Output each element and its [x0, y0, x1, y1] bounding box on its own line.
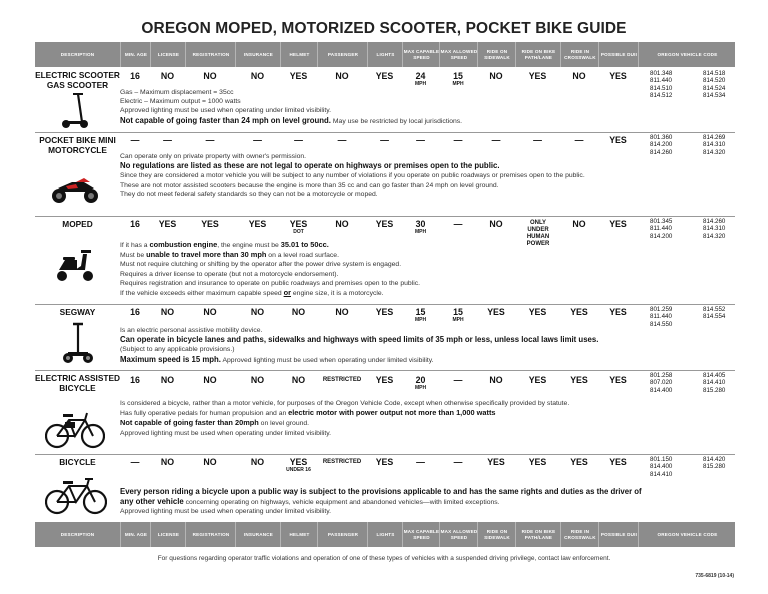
- desc-text: on level ground.: [258, 420, 310, 428]
- desc-line: [120, 408, 600, 418]
- cell-bike-path: YES: [528, 307, 547, 317]
- header-license: LICENSE: [150, 42, 186, 67]
- cell-helmet: NO: [291, 307, 306, 317]
- helmet-value: YES: [289, 457, 308, 467]
- cell-passenger: RESTRICTED: [322, 377, 362, 383]
- cell-min-age: 16: [130, 219, 140, 229]
- page-title: OREGON MOPED, MOTORIZED SCOOTER, POCKET BIKE GUIDE: [141, 20, 627, 37]
- desc-line: Must not require clutching or shifting by the operator after the power drive system is engaged.: [120, 261, 402, 269]
- cell-max-capable: —: [416, 135, 425, 145]
- max-capable-unit: MPH: [414, 385, 427, 391]
- header-duii: POSSIBLE DUII: [598, 522, 639, 547]
- table-row: [35, 456, 735, 518]
- desc-bold: Not capable of going faster than 24 mph on level ground.: [120, 115, 331, 125]
- row-description: [120, 88, 620, 126]
- vehicle-name: ELECTRIC SCOOTER GAS SCOOTER: [35, 70, 120, 90]
- helmet-value: YES: [289, 219, 308, 229]
- vehicle-name: ELECTRIC ASSISTED BICYCLE: [35, 373, 120, 393]
- pocket-bike-icon: [50, 174, 100, 204]
- desc-bold: No regulations are listed as these are not legal to operate on highways or premises open to the public.: [120, 161, 500, 171]
- footer-note: For questions regarding operator traffic violations and operation of one of these types of vehicles with a suspended driving privilege, contact law enforcement.: [157, 555, 611, 562]
- desc-text: engine size, it is a motorcycle.: [291, 290, 384, 298]
- vehicle-name: SEGWAY: [59, 307, 96, 317]
- cell-lights: —: [380, 135, 389, 145]
- row-description: [120, 326, 620, 365]
- header-insurance: INSURANCE: [235, 42, 281, 67]
- desc-text: concerning operating on highways, vehicle equipment and abandoned vehicles—with limited exceptions.: [183, 499, 500, 507]
- cell-sidewalk: NO: [489, 219, 503, 229]
- header-sidewalk: RIDE ON SIDEWALK: [477, 522, 516, 547]
- vehicle-name: MOPED: [62, 219, 93, 229]
- vehicle-name: POCKET BIKE MINI MOTORCYCLE: [39, 135, 116, 155]
- cell-crosswalk: YES: [570, 307, 588, 317]
- desc-line: Since they are considered a motor vehicle you will be subject to any number of violations if you operate on public roadways or premises open to the public.: [120, 172, 585, 180]
- cell-lights: YES: [375, 71, 394, 81]
- desc-line: Requires a driver license to operate (but not a motorcycle endorsement).: [120, 270, 339, 278]
- cell-bike-path: YES: [528, 375, 547, 385]
- max-capable-value: 24: [415, 71, 426, 81]
- desc-line: These are not motor assisted scooters because the engine is more than 35 cc and can go faster than 24 mph on level ground.: [120, 181, 499, 189]
- table-row: [35, 306, 735, 370]
- row-divider: [35, 370, 735, 371]
- max-allowed-unit: MPH: [452, 81, 464, 87]
- header-max-allowed: MAX ALLOWED SPEED: [439, 522, 478, 547]
- vehicle-name: BICYCLE: [59, 457, 96, 467]
- max-capable-value: 30: [415, 219, 426, 229]
- cell-registration: NO: [203, 375, 217, 385]
- desc-text: , the engine must be: [217, 242, 281, 249]
- vehicle-codes-col2: 814.420 815.280: [703, 456, 726, 471]
- scooter-icon: [60, 90, 90, 130]
- desc-bold: unable to travel more than 30 mph: [146, 250, 267, 260]
- desc-line: [120, 418, 600, 428]
- max-capable-value: 20: [415, 375, 426, 385]
- cell-crosswalk: —: [574, 135, 584, 145]
- table-row: [35, 218, 735, 304]
- cell-lights: YES: [375, 457, 394, 467]
- table-row: [35, 70, 735, 132]
- desc-text: Has fully operative pedals for human propulsion and an: [120, 410, 289, 418]
- cell-insurance: NO: [250, 307, 265, 317]
- header-passenger: PASSENGER: [317, 522, 368, 547]
- header-description: DESCRIPTION: [60, 51, 95, 57]
- cell-bike-path: —: [533, 135, 542, 145]
- cell-lights: YES: [375, 219, 394, 229]
- cell-insurance: NO: [250, 375, 265, 385]
- row-description: [120, 240, 530, 298]
- cell-lights: YES: [375, 375, 394, 385]
- max-allowed-value: 15: [453, 71, 463, 81]
- cell-bike-path: ONLY UNDER HUMAN POWER: [526, 220, 550, 247]
- cell-lights: YES: [375, 307, 394, 317]
- cell-helmet: —: [294, 135, 303, 145]
- desc-line: Electric – Maximum output = 1000 watts: [120, 98, 241, 106]
- desc-text: Must be: [120, 252, 147, 260]
- cell-helmet: YES: [289, 71, 308, 81]
- header-helmet: HELMET: [280, 42, 318, 67]
- cell-sidewalk: NO: [489, 71, 503, 81]
- cell-max-allowed: —: [453, 135, 463, 145]
- cell-max-capable: [402, 220, 439, 235]
- desc-line: Is an electric personal assistive mobility device.: [120, 327, 263, 334]
- cell-passenger: RESTRICTED: [322, 459, 362, 465]
- cell-license: YES: [158, 219, 177, 229]
- vehicle-codes-col1: 801.360 814.200 814.260: [650, 134, 673, 156]
- cell-max-allowed: [439, 308, 477, 323]
- desc-text: Approved lighting must be used when operating under limited visibility.: [220, 356, 434, 364]
- cell-registration: —: [205, 135, 215, 145]
- header-duii: POSSIBLE DUII: [598, 42, 639, 67]
- cell-passenger: NO: [335, 219, 349, 229]
- header-helmet: HELMET: [280, 522, 318, 547]
- header-max-capable: MAX CAPABLE SPEED: [402, 42, 440, 67]
- form-number: 735-6819 (10-14): [695, 573, 734, 579]
- desc-text: If it has a: [120, 242, 150, 249]
- desc-line: [120, 355, 620, 365]
- desc-bold: Maximum speed is 15 mph.: [120, 354, 221, 364]
- cell-passenger: —: [337, 135, 347, 145]
- desc-line: [120, 161, 620, 171]
- desc-bold: electric motor with power output not more than 1,000 watts: [288, 408, 496, 418]
- helmet-note: DOT: [293, 229, 304, 235]
- header-bike-path: RIDE ON BIKE PATH/LANE: [515, 522, 561, 547]
- cell-max-capable: [402, 72, 439, 87]
- cell-crosswalk: YES: [570, 375, 588, 385]
- row-divider: [35, 304, 735, 305]
- cell-insurance: —: [253, 135, 262, 145]
- vehicle-codes-col1: 801.345 811.440 814.200: [650, 218, 673, 240]
- header-code: OREGON VEHICLE CODE: [638, 42, 736, 67]
- cell-crosswalk: YES: [570, 457, 588, 467]
- row-description: [120, 152, 620, 199]
- row-divider: [35, 132, 735, 133]
- desc-line: (Subject to any applicable provisions.): [120, 346, 235, 354]
- cell-license: NO: [160, 457, 175, 467]
- header-passenger: PASSENGER: [317, 42, 368, 67]
- cell-min-age: 16: [130, 71, 140, 81]
- cell-license: —: [163, 135, 172, 145]
- vehicle-codes-col2: 814.269 814.310 814.320: [703, 134, 726, 156]
- desc-bold: combustion engine: [149, 240, 218, 249]
- cell-duii: YES: [609, 457, 627, 467]
- cell-insurance: NO: [250, 71, 265, 81]
- cell-license: NO: [160, 375, 175, 385]
- desc-text: If the vehicle exceeds either maximum capable speed: [120, 290, 284, 298]
- cell-passenger: NO: [335, 307, 349, 317]
- cell-max-capable: [402, 308, 439, 323]
- cell-duii: YES: [609, 135, 627, 145]
- header-insurance: INSURANCE: [235, 522, 281, 547]
- cell-sidewalk: YES: [487, 457, 505, 467]
- desc-text: on a level road surface.: [266, 252, 339, 260]
- header-license: LICENSE: [150, 522, 186, 547]
- cell-duii: YES: [609, 375, 627, 385]
- vehicle-codes-col1: 801.259 811.440 814.550: [650, 306, 673, 328]
- electric-bicycle-icon: [45, 410, 105, 450]
- header-lights: LIGHTS: [367, 42, 403, 67]
- vehicle-codes-col2: 814.405 814.410 815.280: [703, 372, 726, 394]
- cell-bike-path: YES: [528, 71, 547, 81]
- cell-sidewalk: NO: [489, 375, 503, 385]
- table-header: [35, 42, 735, 67]
- cell-insurance: YES: [248, 219, 267, 229]
- cell-max-capable: —: [416, 457, 425, 467]
- cell-min-age: 16: [130, 375, 140, 385]
- header-registration: REGISTRATION: [185, 522, 236, 547]
- desc-text: May use be restricted by local jurisdictions.: [330, 117, 463, 125]
- desc-line: [120, 487, 650, 507]
- cell-max-allowed: [439, 72, 477, 87]
- max-capable-unit: MPH: [414, 317, 427, 323]
- cell-helmet: [280, 220, 317, 235]
- cell-registration: NO: [203, 307, 217, 317]
- header-crosswalk: RIDE IN CROSSWALK: [560, 42, 599, 67]
- desc-line: Approved lighting must be used when operating under limited visibility.: [120, 429, 332, 437]
- cell-insurance: NO: [250, 457, 265, 467]
- cell-bike-path: YES: [528, 457, 547, 467]
- desc-line: [120, 250, 530, 260]
- table-row: [35, 134, 735, 216]
- desc-line: [120, 288, 530, 298]
- desc-line: Can operate only on private property with owner's permission.: [120, 153, 307, 160]
- cell-license: NO: [160, 71, 175, 81]
- moped-icon: [55, 248, 95, 282]
- desc-line: They do not meet federal safety standards so they can not be a motorcycle or moped.: [120, 190, 378, 198]
- header-min-age: MIN. AGE: [120, 522, 151, 547]
- cell-duii: YES: [609, 71, 627, 81]
- max-allowed-unit: MPH: [452, 317, 464, 323]
- header-max-capable: MAX CAPABLE SPEED: [402, 522, 440, 547]
- cell-max-allowed: —: [453, 457, 463, 467]
- vehicle-codes-col1: 801.348 811.440 814.510 814.512: [650, 70, 673, 99]
- cell-sidewalk: —: [491, 135, 501, 145]
- desc-line: [120, 240, 530, 250]
- cell-max-allowed: —: [453, 219, 463, 229]
- desc-bold: 35.01 to 50cc.: [280, 240, 329, 249]
- header-crosswalk: RIDE IN CROSSWALK: [560, 522, 599, 547]
- desc-line: Requires registration and insurance to operate on public roadways and premises open to the public.: [120, 279, 420, 287]
- max-capable-value: 15: [415, 307, 426, 317]
- row-description: [120, 487, 650, 517]
- cell-registration: YES: [201, 219, 219, 229]
- cell-registration: NO: [203, 457, 217, 467]
- cell-sidewalk: YES: [487, 307, 505, 317]
- table-row: [35, 372, 735, 454]
- desc-line: Approved lighting must be used when operating under limited visibility.: [120, 508, 332, 516]
- desc-line: Approved lighting must be used when operating under limited visibility.: [120, 107, 332, 115]
- max-allowed-value: 15: [453, 307, 463, 317]
- desc-bold: Every person riding a bicycle upon a public way is subject to the provisions applicable to and has the same rights and duties as the driver of any other vehicle: [120, 487, 642, 507]
- helmet-note: UNDER 16: [286, 467, 311, 473]
- desc-line: [120, 335, 620, 345]
- row-divider: [35, 454, 735, 455]
- header-code: OREGON VEHICLE CODE: [638, 522, 736, 547]
- cell-helmet: NO: [291, 375, 306, 385]
- header-description: DESCRIPTION: [60, 531, 95, 537]
- cell-min-age: —: [130, 457, 140, 467]
- header-max-allowed: MAX ALLOWED SPEED: [439, 42, 478, 67]
- max-capable-unit: MPH: [414, 229, 427, 235]
- cell-crosswalk: NO: [572, 219, 586, 229]
- cell-registration: NO: [203, 71, 217, 81]
- header-bike-path: RIDE ON BIKE PATH/LANE: [515, 42, 561, 67]
- cell-min-age: 16: [130, 307, 140, 317]
- cell-license: NO: [160, 307, 175, 317]
- header-registration: REGISTRATION: [185, 42, 236, 67]
- max-capable-unit: MPH: [414, 81, 427, 87]
- cell-passenger: NO: [335, 71, 349, 81]
- desc-line: Gas – Maximum displacement = 35cc: [120, 89, 234, 96]
- desc-bold: Not capable of going faster than 20mph: [120, 418, 259, 428]
- cell-min-age: —: [130, 135, 140, 145]
- cell-duii: YES: [609, 219, 627, 229]
- cell-crosswalk: NO: [572, 71, 586, 81]
- row-divider: [35, 216, 735, 217]
- row-description: [120, 399, 600, 438]
- vehicle-codes-col2: 814.518 814.520 814.524 814.534: [703, 70, 726, 99]
- desc-line: [120, 116, 620, 126]
- cell-max-capable: [402, 376, 439, 391]
- segway-icon: [63, 320, 93, 364]
- cell-helmet: [280, 458, 317, 473]
- header-min-age: MIN. AGE: [120, 42, 151, 67]
- cell-duii: YES: [609, 307, 627, 317]
- cell-max-allowed: —: [453, 375, 463, 385]
- desc-line: Is considered a bicycle, rather than a motor vehicle, for purposes of the Oregon Vehicle Code, except when otherwise specifically provided by statute.: [120, 400, 570, 407]
- vehicle-codes-col1: 801.150 814.400 814.410: [650, 456, 673, 478]
- bicycle-icon: [45, 476, 107, 516]
- desc-bold: Can operate in bicycle lanes and paths, sidewalks and highways with speed limits of 35 mph or less, unless local laws limit uses.: [120, 335, 599, 345]
- header-lights: LIGHTS: [367, 522, 403, 547]
- table-footer-header: [35, 522, 735, 547]
- desc-bold: or: [283, 288, 291, 298]
- vehicle-codes-col2: 814.552 814.554: [703, 306, 726, 321]
- vehicle-codes-col2: 814.260 814.310 814.320: [703, 218, 726, 240]
- header-sidewalk: RIDE ON SIDEWALK: [477, 42, 516, 67]
- vehicle-codes-col1: 801.258 807.020 814.400: [650, 372, 673, 394]
